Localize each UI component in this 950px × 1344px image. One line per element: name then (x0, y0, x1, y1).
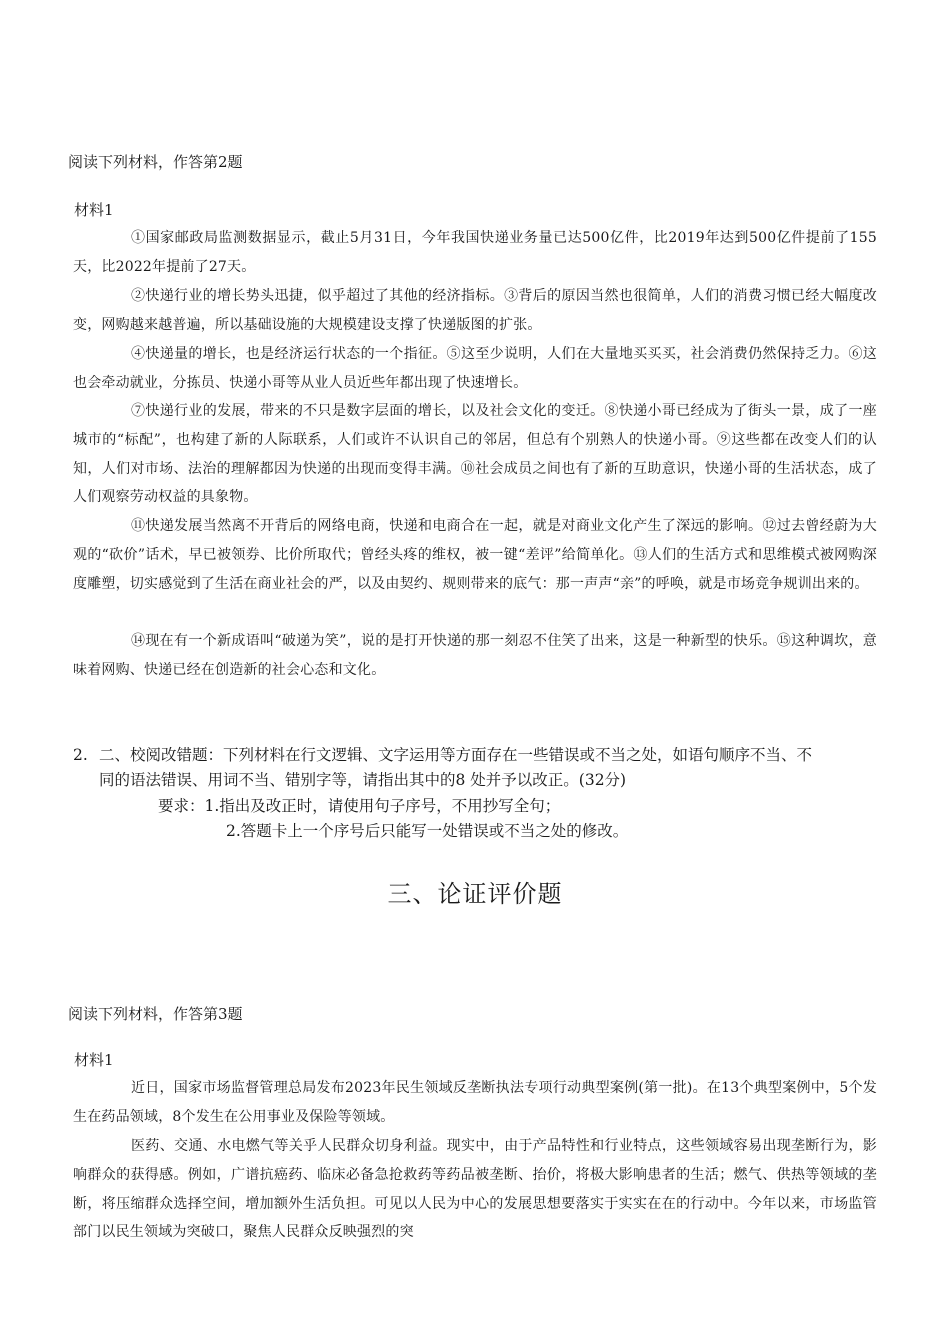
instruction-q2: 阅读下列材料，作答第2题 (68, 153, 243, 171)
paragraph-5: ⑪快递发展当然离不开背后的网络电商，快递和电商合在一起，就是对商业文化产生了深远的影响。⑫过去曾经蔚为大观的“砍价”话术，早已被领券、比价所取代；曾经头疼的维权，被一键“差评”给简单化。⑬人们的生活方式和思维模式被网购深度雕塑，切实感觉到了生活在商业社会的严，以及由契约、规则带来的底气：那一声声“亲”的呼唤，就是市场竞争规训出来的。 (73, 518, 877, 592)
instruction-q3: 阅读下列材料，作答第3题 (68, 1005, 243, 1023)
question-number: 2. (73, 746, 88, 764)
requirement-2: 2.答题卡上一个序号后只能写一处错误或不当之处的修改。 (226, 822, 629, 840)
question-text-line-2: 同的语法错误、用词不当、错别字等，请指出其中的8 处并予以改正。(32分) (99, 771, 627, 789)
material-label-2: 材料1 (74, 1051, 114, 1069)
paragraph-6: ⑭现在有一个新成语叫“破递为笑”，说的是打开快递的那一刻忍不住笑了出来，这是一种新型的快乐。⑮这种调坎，意味着网购、快递已经在创造新的社会心态和文化。 (73, 633, 877, 678)
paragraph-2: ②快递行业的增长势头迅捷，似乎超过了其他的经济指标。③背后的原因当然也很简单，人们的消费习惯已经大幅度改变，网购越来越普遍，所以基础设施的大规模建设支撑了快递版图的扩张。 (73, 288, 877, 333)
paragraph-1: ①国家邮政局监测数据显示，截止5月31日，今年我国快递业务量已达500亿件，比2019年达到500亿件提前了155天，比2022年提前了27天。 (73, 230, 877, 275)
paragraph-4: ⑦快递行业的发展，带来的不只是数字层面的增长，以及社会文化的变迁。⑧快递小哥已经成为了街头一景，成了一座城市的“标配”，也构建了新的人际联系，人们或许不认识自己的邻居，但总有个别熟人的快递小哥。⑨这些都在改变人们的认知，人们对市场、法治的理解都因为快递的出现而变得丰满。⑩社会成员之间也有了新的互助意识，快递小哥的生活状态，成了人们观察劳动权益的具象物。 (73, 403, 877, 506)
paragraph-7: 近日，国家市场监督管理总局发布2023年民生领域反垄断执法专项行动典型案例(第一批)。在13个典型案例中，5个发生在药品领域，8个发生在公用事业及保险等领域。 (73, 1080, 877, 1125)
material-label-1: 材料1 (74, 201, 114, 219)
requirement-1: 要求：1.指出及改正时，请使用句子序号，不用抄写全句； (158, 797, 561, 815)
section-title: 三、论证评价题 (387, 880, 563, 908)
paragraph-3: ④快递量的增长，也是经济运行状态的一个指征。⑤这至少说明，人们在大量地买买买，社会消费仍然保持乏力。⑥这也会牵动就业，分拣员、快递小哥等从业人员近些年都出现了快速增长。 (73, 346, 877, 391)
paragraph-8: 医药、交通、水电燃气等关乎人民群众切身利益。现实中，由于产品特性和行业特点，这些领域容易出现垄断行为，影响群众的获得感。例如，广谱抗癌药、临床必备急抢救药等药品被垄断、抬价，将极大影响患者的生活；燃气、供热等领域的垄断，将压缩群众选择空间，增加额外生活负担。可见以人民为中心的发展思想要落实于实实在在的行动中。今年以来，市场监管部门以民生领域为突破口，聚焦人民群众反映强烈的突 (73, 1138, 877, 1241)
question-text-line-1: 二、校阅改错题：下列材料在行文逻辑、文字运用等方面存在一些错误或不当之处，如语句顺序不当、不 (99, 746, 813, 764)
